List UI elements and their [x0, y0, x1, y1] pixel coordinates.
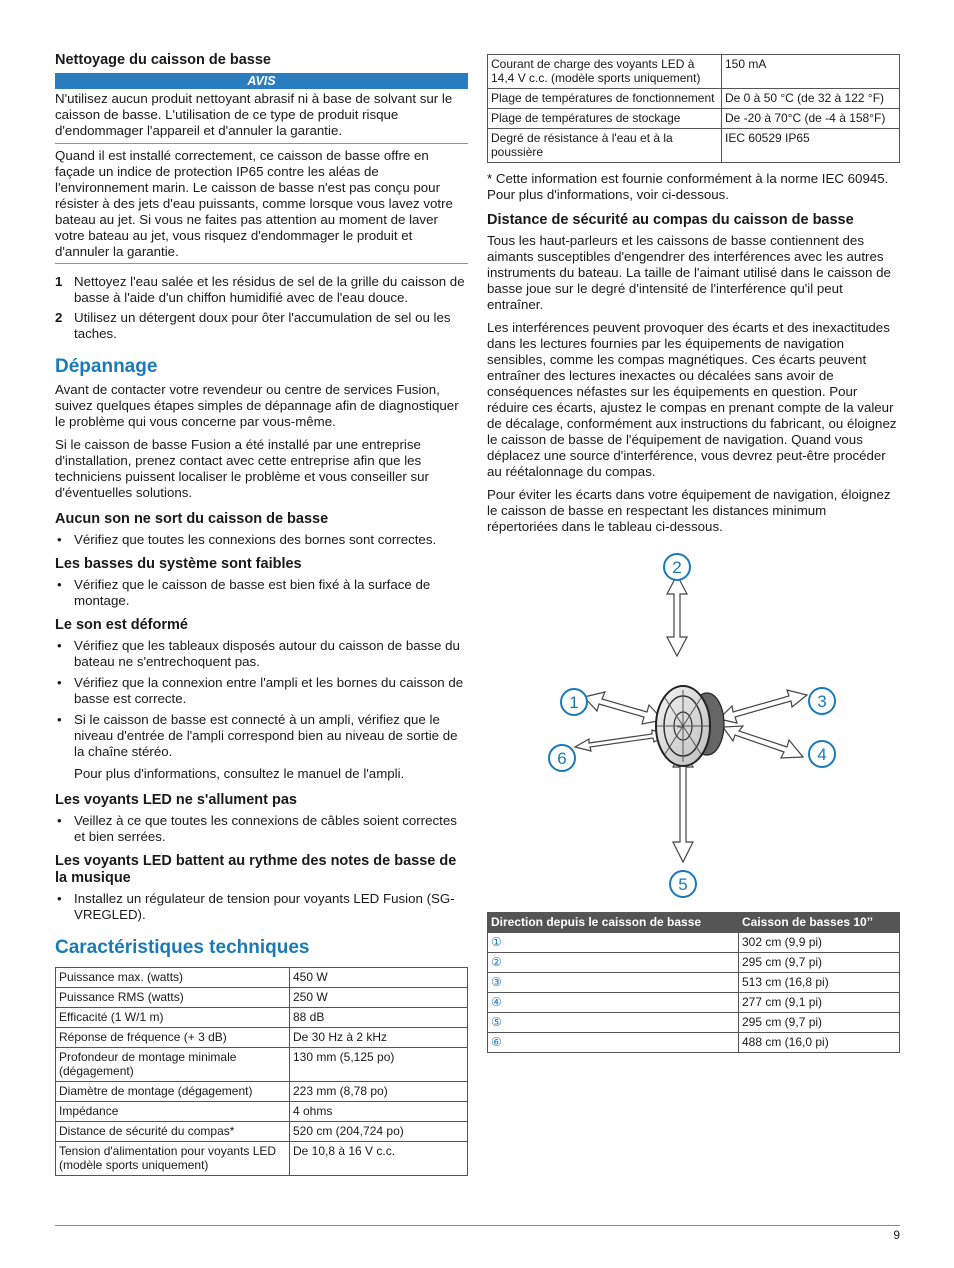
direction-cell: ②	[488, 953, 739, 973]
distance-cell: 302 cm (9,9 pi)	[739, 933, 900, 953]
specs-table-continued	[487, 54, 900, 163]
arrow-2	[667, 575, 687, 656]
troubleshooting-intro-2: Si le caisson de basse Fusion a été installé par une entreprise d'installation, prenez contact avec cette entreprise afin que les techniciens puissent localiser le problème et vous conseiller sur d'éventuelles solutions.	[55, 437, 429, 500]
led-rhythm-heading: Les voyants LED battent au rythme des notes de basse de la musique	[55, 853, 457, 886]
table-row	[488, 89, 900, 109]
spec-label: Profondeur de montage minimale (dégagement)	[56, 1048, 290, 1082]
notice-text: Quand il est installé correctement, ce caisson de basse offre en façade un indice de protection IP65 contre les aléas de l'environnement marin. Le caisson de basse n'est pas conçu pour résister à des jets d'eau puissants, comme lorsque vous lavez votre bateau au jet. Si vous ne faites pas attention au moment de laver votre bateau au jet, vous risquez d'endommager le produit et d'annuler la garantie.	[55, 148, 453, 259]
arrow-6	[575, 730, 667, 751]
table-row	[488, 129, 900, 163]
spec-value: 223 mm (8,78 po)	[290, 1082, 468, 1102]
step-number: 2	[55, 310, 63, 325]
troubleshooting-heading: Dépannage	[55, 356, 158, 377]
avis-box	[55, 89, 468, 144]
compass-paragraph-2: Les interférences peuvent provoquer des écarts et des inexactitudes dans les lectures fournies par les équipements de navigation sensibles, comme les compas magnétiques. Ces écarts peuvent entraîner des lectures inexactes ou décalées sans avoir de conséquences néfastes sur les équipements en question. Pour réduire ces écarts, ajustez le compas en prenant compte de la valeur de décalage, conformément aux instructions du fabricant, ou éloignez le caisson de basse de l'équipement de navigation. Quand vous déplacez une source d'interférence, vous devrez peut-être procéder au réétalonnage du compas.	[487, 320, 897, 479]
distance-cell: 295 cm (9,7 pi)	[739, 953, 900, 973]
spec-label: Puissance RMS (watts)	[56, 988, 290, 1008]
page-number: 9	[893, 1228, 900, 1242]
marker-label-6: 6	[557, 749, 567, 768]
spec-label: Degré de résistance à l'eau et à la poussière	[488, 129, 722, 163]
spec-value: 150 mA	[722, 55, 900, 89]
compass-heading: Distance de sécurité au compas du caisson de basse	[487, 212, 854, 228]
led-off-list	[55, 813, 468, 845]
compass-paragraph-3: Pour éviter les écarts dans votre équipement de navigation, éloignez le caisson de basse en respectant les distances minimum répertoriées dans le tableau ci-dessous.	[487, 487, 891, 534]
list-item: • Veillez à ce que toutes les connexions de câbles soient correctes et bien serrées.	[55, 813, 468, 845]
subwoofer-illustration	[656, 686, 724, 766]
table-row	[488, 953, 900, 973]
column-header-direction: Direction depuis le caisson de basse	[488, 913, 739, 933]
specs-heading: Caractéristiques techniques	[55, 937, 310, 958]
spec-value: 450 W	[290, 968, 468, 988]
spec-label: Plage de températures de fonctionnement	[488, 89, 722, 109]
specs-table	[55, 967, 468, 1176]
spec-label: Puissance max. (watts)	[56, 968, 290, 988]
direction-cell: ⑤	[488, 1013, 739, 1033]
distance-cell: 488 cm (16,0 pi)	[739, 1033, 900, 1053]
step-text: Nettoyez l'eau salée et les résidus de sel de la grille du caisson de basse à l'aide d'un chiffon humidifié avec de l'eau douce.	[74, 274, 465, 305]
table-row	[488, 55, 900, 89]
spec-label: Diamètre de montage (dégagement)	[56, 1082, 290, 1102]
list-item: • Vérifiez que toutes les connexions des bornes sont correctes.	[55, 532, 468, 548]
distorted-heading: Le son est déformé	[55, 617, 188, 633]
led-off-heading: Les voyants LED ne s'allument pas	[55, 792, 297, 808]
table-row	[488, 973, 900, 993]
marker-label-1: 1	[569, 693, 579, 712]
spec-label: Plage de températures de stockage	[488, 109, 722, 129]
cleaning-heading: Nettoyage du caisson de basse	[55, 52, 271, 68]
notice-box	[55, 144, 468, 264]
distance-cell: 277 cm (9,1 pi)	[739, 993, 900, 1013]
marker-label-5: 5	[678, 875, 688, 894]
weak-bass-heading: Les basses du système sont faibles	[55, 556, 302, 572]
compass-distance-table	[487, 912, 900, 1053]
list-item	[55, 310, 468, 342]
distorted-note: Pour plus d'informations, consultez le manuel de l'ampli.	[74, 766, 405, 781]
table-row	[56, 1028, 468, 1048]
distorted-list	[55, 638, 468, 760]
spec-value: De -20 à 70°C (de -4 à 158°F)	[722, 109, 900, 129]
diagram-svg	[487, 542, 900, 912]
step-text: Utilisez un détergent doux pour ôter l'accumulation de sel ou les taches.	[74, 310, 451, 341]
direction-cell: ③	[488, 973, 739, 993]
marker-label-4: 4	[817, 745, 827, 764]
no-sound-list	[55, 532, 468, 548]
footer-divider	[55, 1225, 900, 1226]
list-item: • Vérifiez que les tableaux disposés autour du caisson de basse du bateau ne s'entrechoquent pas.	[55, 638, 468, 670]
spec-label: Courant de charge des voyants LED à 14,4 V c.c. (modèle sports uniquement)	[488, 55, 722, 89]
table-row	[488, 1033, 900, 1053]
table-row	[488, 933, 900, 953]
spec-value: De 30 Hz à 2 kHz	[290, 1028, 468, 1048]
spec-value: De 10,8 à 16 V c.c.	[290, 1142, 468, 1176]
direction-cell: ④	[488, 993, 739, 1013]
column-header-distance: Caisson de basses 10’’	[739, 913, 900, 933]
table-row	[488, 109, 900, 129]
marker-label-2: 2	[672, 558, 682, 577]
weak-bass-list	[55, 577, 468, 609]
spec-label: Réponse de fréquence (+ 3 dB)	[56, 1028, 290, 1048]
arrow-3	[719, 690, 807, 723]
list-item: • Vérifiez que la connexion entre l'ampli et les bornes du caisson de basse est correcte.	[55, 675, 468, 707]
spec-value: 4 ohms	[290, 1102, 468, 1122]
direction-cell: ①	[488, 933, 739, 953]
direction-cell: ⑥	[488, 1033, 739, 1053]
table-row	[56, 1048, 468, 1082]
table-row	[56, 1082, 468, 1102]
specs-footnote: * Cette information est fournie conformément à la norme IEC 60945. Pour plus d'informations, voir ci-dessous.	[487, 171, 889, 202]
avis-text: N'utilisez aucun produit nettoyant abrasif ni à base de solvant sur le caisson de basse. L'utilisation de ce type de produit risque d'endommager l'appareil et d'annuler la garantie.	[55, 91, 453, 138]
table-row	[56, 968, 468, 988]
spec-value: De 0 à 50 °C (de 32 à 122 °F)	[722, 89, 900, 109]
table-row	[56, 1142, 468, 1176]
marker-label-3: 3	[817, 692, 827, 711]
list-item	[55, 274, 468, 306]
table-header-row	[488, 913, 900, 933]
table-row	[488, 993, 900, 1013]
distance-cell: 513 cm (16,8 pi)	[739, 973, 900, 993]
compass-distance-diagram	[487, 542, 900, 912]
svg-text:~: ~	[677, 722, 683, 732]
spec-label: Efficacité (1 W/1 m)	[56, 1008, 290, 1028]
spec-label: Impédance	[56, 1102, 290, 1122]
spec-value: 130 mm (5,125 po)	[290, 1048, 468, 1082]
spec-value: IEC 60529 IP65	[722, 129, 900, 163]
list-item: • Vérifiez que le caisson de basse est bien fixé à la surface de montage.	[55, 577, 468, 609]
right-column	[487, 54, 900, 1053]
troubleshooting-intro-1: Avant de contacter votre revendeur ou centre de services Fusion, suivez quelques étapes simples de dépannage afin de diagnostiquer le problème qui vous concerne par vous-même.	[55, 382, 459, 429]
table-row	[56, 988, 468, 1008]
table-row	[488, 1013, 900, 1033]
spec-value: 520 cm (204,724 po)	[290, 1122, 468, 1142]
led-rhythm-list	[55, 891, 468, 923]
cleaning-steps	[55, 274, 468, 342]
compass-paragraph-1: Tous les haut-parleurs et les caissons de basse contiennent des aimants susceptibles d'engendrer des interférences avec les autres instruments du bateau. La taille de l'aimant utilisé dans le caisson de basse joue sur le degré d'intensité de l'interférence qu'il peut entraîner.	[487, 233, 891, 312]
spec-label: Distance de sécurité du compas*	[56, 1122, 290, 1142]
arrow-1	[584, 692, 663, 724]
left-column	[55, 52, 468, 1176]
spec-label: Tension d'alimentation pour voyants LED (modèle sports uniquement)	[56, 1142, 290, 1176]
no-sound-heading: Aucun son ne sort du caisson de basse	[55, 511, 329, 527]
distance-cell: 295 cm (9,7 pi)	[739, 1013, 900, 1033]
list-item: • Installez un régulateur de tension pour voyants LED Fusion (SG-VREGLED).	[55, 891, 468, 923]
arrow-4	[723, 726, 803, 758]
avis-label: AVIS	[55, 73, 468, 89]
spec-value: 250 W	[290, 988, 468, 1008]
step-number: 1	[55, 274, 63, 289]
table-row	[56, 1102, 468, 1122]
table-row	[56, 1008, 468, 1028]
table-row	[56, 1122, 468, 1142]
spec-value: 88 dB	[290, 1008, 468, 1028]
list-item: • Si le caisson de basse est connecté à un ampli, vérifiez que le niveau d'entrée de l'ampli correspond bien au niveau de sortie de la chaîne stéréo.	[55, 712, 468, 760]
